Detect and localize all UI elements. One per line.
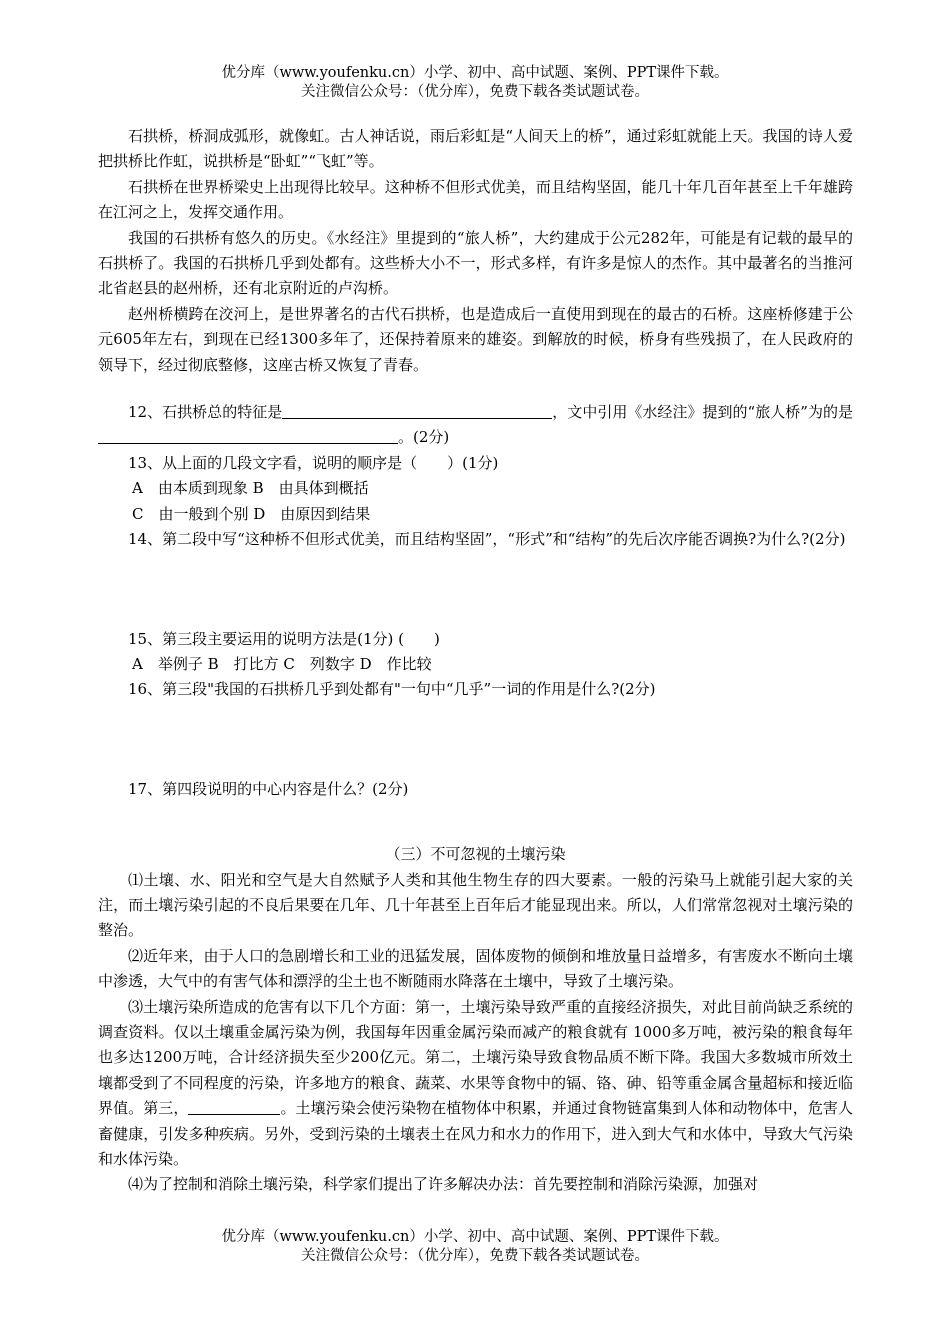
question-15-options: A 举例子 B 打比方 C 列数字 D 作比较 [132, 654, 432, 673]
section-paragraph-2: ⑵近年来，由于人口的急剧增长和工业的迅猛发展，固体废物的倾倒和堆放量日益增多，有害废水不断向土壤中渗透，大气中的有害气体和漂浮的尘土也不断随雨水降落在土壤中，导致了土壤污染。 [98, 946, 853, 991]
passage-paragraph-1: 石拱桥，桥洞成弧形，就像虹。古人神话说，雨后彩虹是“人间天上的桥”，通过彩虹就能上天。我国的诗人爱把拱桥比作虹，说拱桥是“卧虹”“飞虹”等。 [98, 127, 853, 171]
footer-line-1: 优分库（www.youfenku.cn）小学、初中、高中试题、案例、PPT课件下载。 [221, 1229, 729, 1245]
question-13-options-ab: A 由本质到现象 B 由具体到概括 [132, 479, 369, 498]
section-paragraph-4: ⑷为了控制和消除土壤污染，科学家们提出了许多解决办法：首先要控制和消除污染源，加强对 [128, 1175, 759, 1194]
page-header [0, 64, 950, 102]
question-12 [98, 400, 853, 451]
footer-line-2: 关注微信公众号：（优分库），免费下载各类试题试卷。 [301, 1248, 649, 1264]
section-title: （三）不可忽视的土壤污染 [385, 845, 566, 864]
header-line-2: 关注微信公众号：（优分库），免费下载各类试题试卷。 [301, 84, 649, 100]
document-body [98, 124, 853, 1198]
question-13: 13、从上面的几段文字看，说明的顺序是（ ）(1分) [128, 453, 499, 472]
answer-blank-12b[interactable] [98, 428, 398, 444]
question-16: 16、第三段"我国的石拱桥几乎到处都有"一句中“几乎”一词的作用是什么?(2分) [128, 680, 656, 699]
question-12-mid: ，文中引用《水经注》提到的“旅人桥”为的是 [552, 403, 854, 422]
answer-space-14[interactable] [98, 553, 853, 627]
spacer [98, 378, 853, 400]
page-footer [0, 1228, 950, 1266]
question-12-stem: 12、石拱桥总的特征是 [128, 403, 283, 422]
answer-blank-s3[interactable] [188, 1099, 280, 1115]
section-paragraph-3 [98, 995, 853, 1173]
question-13-options-cd: C 由一般到个别 D 由原因到结果 [132, 504, 371, 523]
question-12-score: 。(2分) [398, 428, 450, 447]
answer-blank-12a[interactable] [282, 403, 552, 419]
question-17: 17、第四段说明的中心内容是什么？(2分) [128, 779, 409, 798]
section-paragraph-3-start: ⑶土壤污染所造成的危害有以下几个方面：第一，土壤污染导致严重的直接经济损失，对此目前尚缺乏系统的调查资料。仅以土壤重金属污染为例，我国每年因重金属污染而减产的粮食就有 1000多万吨，被污染的粮食每年也多达1200万吨，合计经济损失至少200亿元。第二，土壤污染导致食物品质不断下降。我国大多数城市所效土壤都受到了不同程度的污染，许多地方的粮食、蔬菜、水果等食物中的镉、铬、砷、铅等重金属含量超标和接近临界值。第三， [98, 997, 853, 1118]
header-line-1: 优分库（www.youfenku.cn）小学、初中、高中试题、案例、PPT课件下载。 [221, 65, 729, 81]
question-14: 14、第二段中写“这种桥不但形式优美，而且结构坚固”，“形式”和“结构”的先后次序能否调换?为什么?(2分) [128, 530, 846, 549]
answer-space-16[interactable] [98, 703, 853, 777]
passage-paragraph-3: 我国的石拱桥有悠久的历史。《水经注》里提到的“旅人桥”，大约建成于公元282年，可能是有记载的最早的石拱桥了。我国的石拱桥几乎到处都有。这些桥大小不一，形式多样，有许多是惊人的杰作。其中最著名的当推河北省赵县的赵州桥，还有北京附近的卢沟桥。 [98, 228, 853, 298]
question-15: 15、第三段主要运用的说明方法是(1分) ( ) [128, 629, 440, 648]
passage-paragraph-2: 石拱桥在世界桥梁史上出现得比较早。这种桥不但形式优美，而且结构坚固，能几十年几百年甚至上千年雄跨在江河之上，发挥交通作用。 [98, 177, 853, 222]
answer-space-17[interactable] [98, 802, 853, 842]
section-paragraph-1: ⑴土壤、水、阳光和空气是大自然赋予人类和其他生物生存的四大要素。一般的污染马上就能引起大家的关注，而土壤污染引起的不良后果要在几年、几十年甚至上百年后才能显现出来。所以，人们常常忽视对土壤污染的整治。 [98, 870, 853, 940]
passage-paragraph-4: 赵州桥横跨在洨河上，是世界著名的古代石拱桥，也是造成后一直使用到现在的最古的石桥。这座桥修建于公元605年左右，到现在已经1300多年了，还保持着原来的雄姿。到解放的时候，桥身有些残损了，在人民政府的领导下，经过彻底整修，这座古桥又恢复了青春。 [98, 304, 853, 374]
section-paragraph-3-end: 。土壤污染会使污染物在植物体中积累，并通过食物链富集到人体和动物体中，危害人畜健康，引发多种疾病。另外，受到污染的土壤表土在风力和水力的作用下，进入到大气和水体中，导致大气污染和水体污染。 [98, 1099, 853, 1168]
